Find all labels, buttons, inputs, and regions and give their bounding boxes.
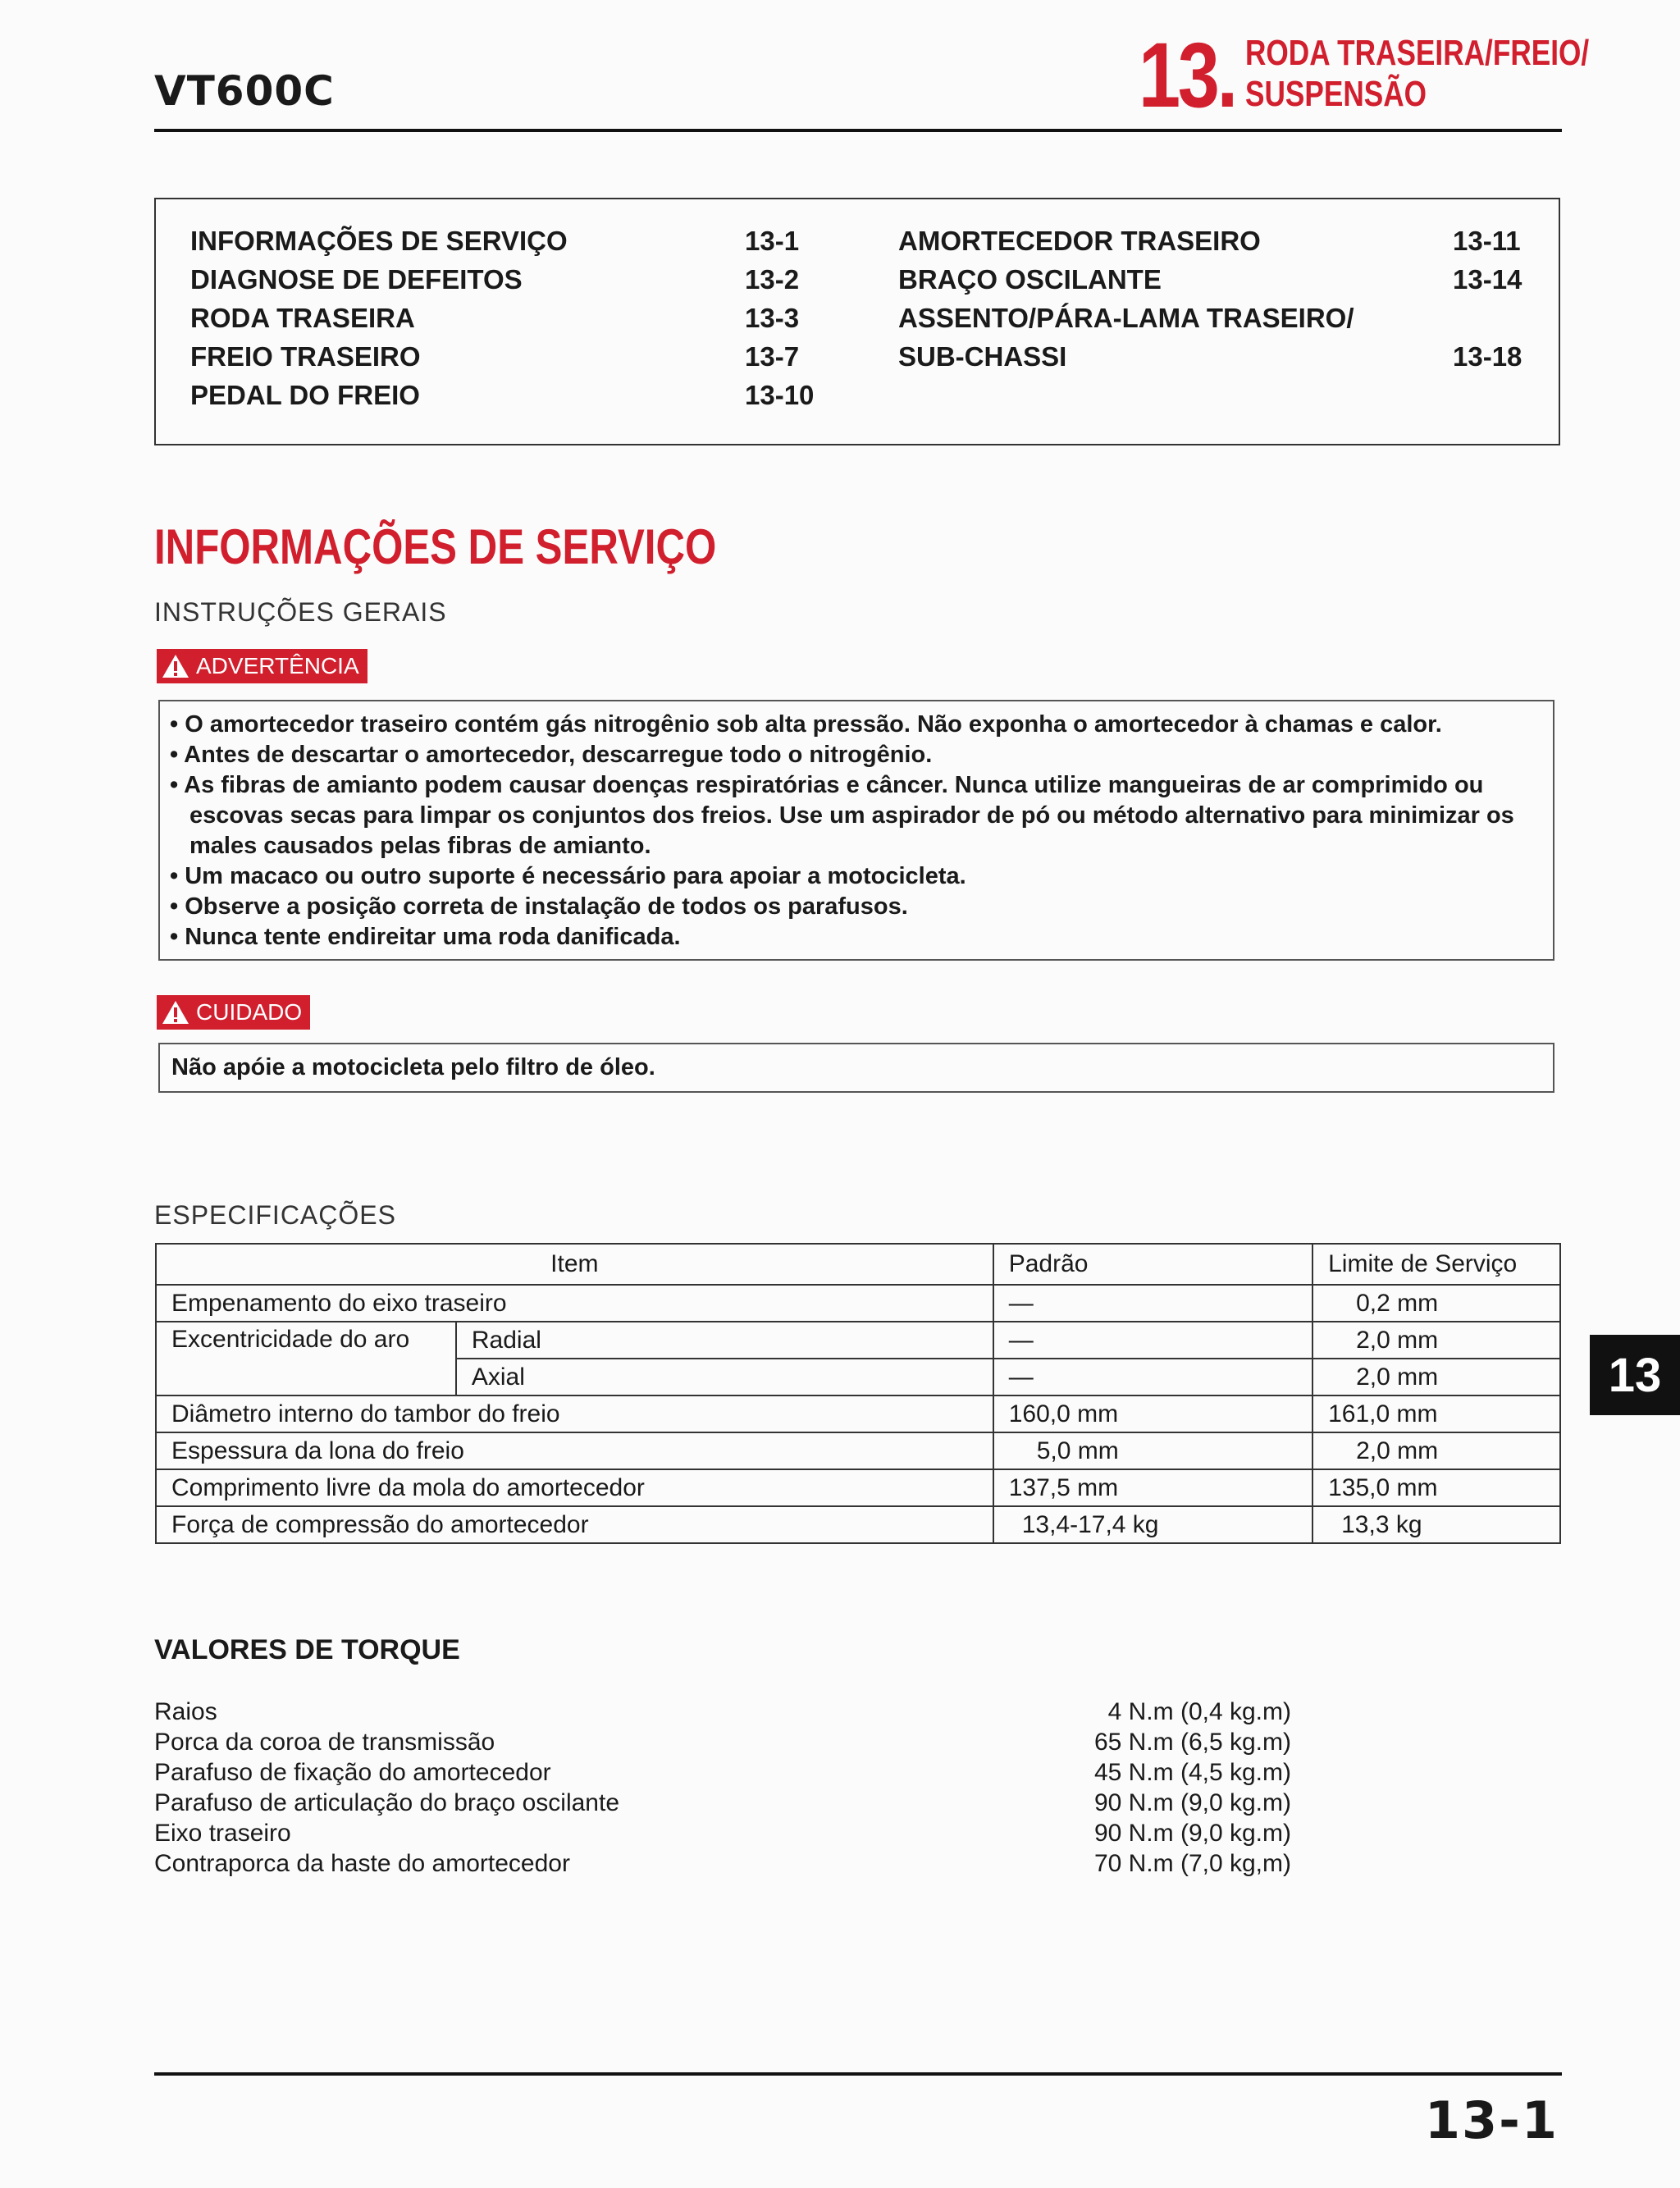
caution-text: Não apóie a motocicleta pelo filtro de óleo. <box>171 1054 655 1080</box>
torque-row <box>154 1698 1291 1729</box>
toc-page: 13-3 <box>745 303 800 333</box>
torque-value: 65 N.m (6,5 kg.m) <box>1093 1729 1291 1756</box>
chapter-title-line2: SUSPENSÃO <box>1245 74 1427 114</box>
specs-heading: ESPECIFICAÇÕES <box>154 1200 396 1230</box>
chapter-number: 13. <box>1139 24 1235 126</box>
table-header-row <box>156 1244 1560 1285</box>
specs-table <box>155 1243 1561 1544</box>
torque-value: 45 N.m (4,5 kg.m) <box>1093 1759 1291 1786</box>
table-row <box>156 1285 1560 1322</box>
cell-item: Força de compressão do amortecedor <box>156 1506 993 1543</box>
warning-item: • Nunca tente endireitar uma roda danificada. <box>170 924 681 950</box>
torque-name: Porca da coroa de transmissão <box>154 1729 495 1756</box>
torque-name: Parafuso de fixação do amortecedor <box>154 1759 551 1786</box>
warning-item: • As fibras de amianto podem causar doenças respiratórias e câncer. Nunca utilize mangueiras de ar comprimido ou escovas secas para limpar os conjuntos dos freios. Use um aspirador de pó ou método alternativo para minimizar os males causados pelas fibras de amianto. <box>170 772 1514 859</box>
warning-item: • O amortecedor traseiro contém gás nitrogênio sob alta pressão. Não exponha o amortecedor à chamas e calor. <box>170 711 1442 738</box>
torque-row <box>154 1729 1291 1759</box>
footer-rule <box>154 2072 1562 2076</box>
torque-heading: VALORES DE TORQUE <box>154 1634 460 1665</box>
header-rule <box>154 129 1562 132</box>
torque-name: Eixo traseiro <box>154 1820 291 1847</box>
cell-subitem: Radial <box>456 1322 993 1359</box>
toc-label: FREIO TRASEIRO <box>190 341 421 372</box>
caution-label: CUIDADO <box>196 999 303 1025</box>
model-name: VT600C <box>154 67 335 115</box>
torque-name: Raios <box>154 1698 217 1725</box>
toc-label: AMORTECEDOR TRASEIRO <box>898 226 1261 256</box>
toc-label: DIAGNOSE DE DEFEITOS <box>190 264 523 295</box>
warning-box <box>158 700 1554 961</box>
cell-limit: 161,0 mm <box>1312 1395 1560 1432</box>
table-row <box>156 1469 1560 1506</box>
cell-standard: — <box>993 1359 1312 1395</box>
torque-row <box>154 1850 1291 1880</box>
cell-standard: 137,5 mm <box>993 1469 1312 1506</box>
toc-page: 13-11 <box>1453 226 1521 256</box>
torque-value: 90 N.m (9,0 kg.m) <box>1093 1820 1291 1847</box>
cell-limit: 2,0 mm <box>1312 1432 1560 1469</box>
cell-item: Excentricidade do aro <box>156 1322 456 1395</box>
table-row <box>156 1506 1560 1543</box>
toc-page: 13-10 <box>745 380 815 410</box>
col-item: Item <box>156 1244 993 1285</box>
toc-label: SUB-CHASSI <box>898 341 1067 372</box>
cell-standard: — <box>993 1285 1312 1322</box>
toc-page: 13-14 <box>1453 264 1522 295</box>
section-title: INFORMAÇÕES DE SERVIÇO <box>154 519 717 574</box>
page-number: 13-1 <box>1424 2090 1559 2150</box>
cell-item: Espessura da lona do freio <box>156 1432 993 1469</box>
torque-row <box>154 1789 1291 1820</box>
torque-row <box>154 1759 1291 1789</box>
toc-box <box>154 198 1560 445</box>
toc-page: 13-7 <box>745 341 800 372</box>
cell-standard: 160,0 mm <box>993 1395 1312 1432</box>
caution-badge <box>157 995 310 1030</box>
torque-value: 4 N.m (0,4 kg.m) <box>1107 1698 1291 1725</box>
cell-limit: 135,0 mm <box>1312 1469 1560 1506</box>
toc-label: INFORMAÇÕES DE SERVIÇO <box>190 226 568 256</box>
warning-icon <box>162 654 189 678</box>
toc-page: 13-2 <box>745 264 800 295</box>
toc-label: BRAÇO OSCILANTE <box>898 264 1162 295</box>
toc-label: ASSENTO/PÁRA-LAMA TRASEIRO/ <box>898 303 1354 333</box>
warning-item: • Observe a posição correta de instalação de todos os parafusos. <box>170 893 908 920</box>
toc-page: 13-1 <box>745 226 800 256</box>
cell-limit: 2,0 mm <box>1312 1322 1560 1359</box>
caution-icon <box>162 1000 189 1025</box>
cell-limit: 2,0 mm <box>1312 1359 1560 1395</box>
cell-limit: 13,3 kg <box>1312 1506 1560 1543</box>
toc-label: PEDAL DO FREIO <box>190 380 420 410</box>
warning-label: ADVERTÊNCIA <box>196 653 359 678</box>
col-standard: Padrão <box>993 1244 1312 1285</box>
general-instructions-heading: INSTRUÇÕES GERAIS <box>154 597 447 627</box>
cell-item: Empenamento do eixo traseiro <box>156 1285 993 1322</box>
torque-name: Contraporca da haste do amortecedor <box>154 1850 570 1877</box>
toc-page: 13-18 <box>1453 341 1522 372</box>
warning-item: • Antes de descartar o amortecedor, descarregue todo o nitrogênio. <box>170 742 933 768</box>
cell-item: Diâmetro interno do tambor do freio <box>156 1395 993 1432</box>
warning-item: • Um macaco ou outro suporte é necessário para apoiar a motocicleta. <box>170 863 966 889</box>
chapter-title-line1: RODA TRASEIRA/FREIO/ <box>1245 33 1590 73</box>
torque-row <box>154 1820 1291 1850</box>
table-row <box>156 1322 1560 1359</box>
cell-standard: 13,4-17,4 kg <box>993 1506 1312 1543</box>
torque-value: 70 N.m (7,0 kg,m) <box>1093 1850 1291 1877</box>
cell-standard: 5,0 mm <box>993 1432 1312 1469</box>
chapter-side-tab: 13 <box>1590 1335 1680 1415</box>
torque-value: 90 N.m (9,0 kg.m) <box>1093 1789 1291 1816</box>
cell-item: Comprimento livre da mola do amortecedor <box>156 1469 993 1506</box>
cell-subitem: Axial <box>456 1359 993 1395</box>
chapter-title <box>1245 33 1589 115</box>
table-row <box>156 1432 1560 1469</box>
cell-standard: — <box>993 1322 1312 1359</box>
cell-limit: 0,2 mm <box>1312 1285 1560 1322</box>
torque-name: Parafuso de articulação do braço oscilante <box>154 1789 620 1816</box>
col-limit: Limite de Serviço <box>1312 1244 1560 1285</box>
table-row <box>156 1395 1560 1432</box>
toc-label: RODA TRASEIRA <box>190 303 415 333</box>
warning-badge <box>157 649 368 683</box>
caution-box <box>158 1043 1554 1093</box>
warning-list <box>170 710 1553 952</box>
